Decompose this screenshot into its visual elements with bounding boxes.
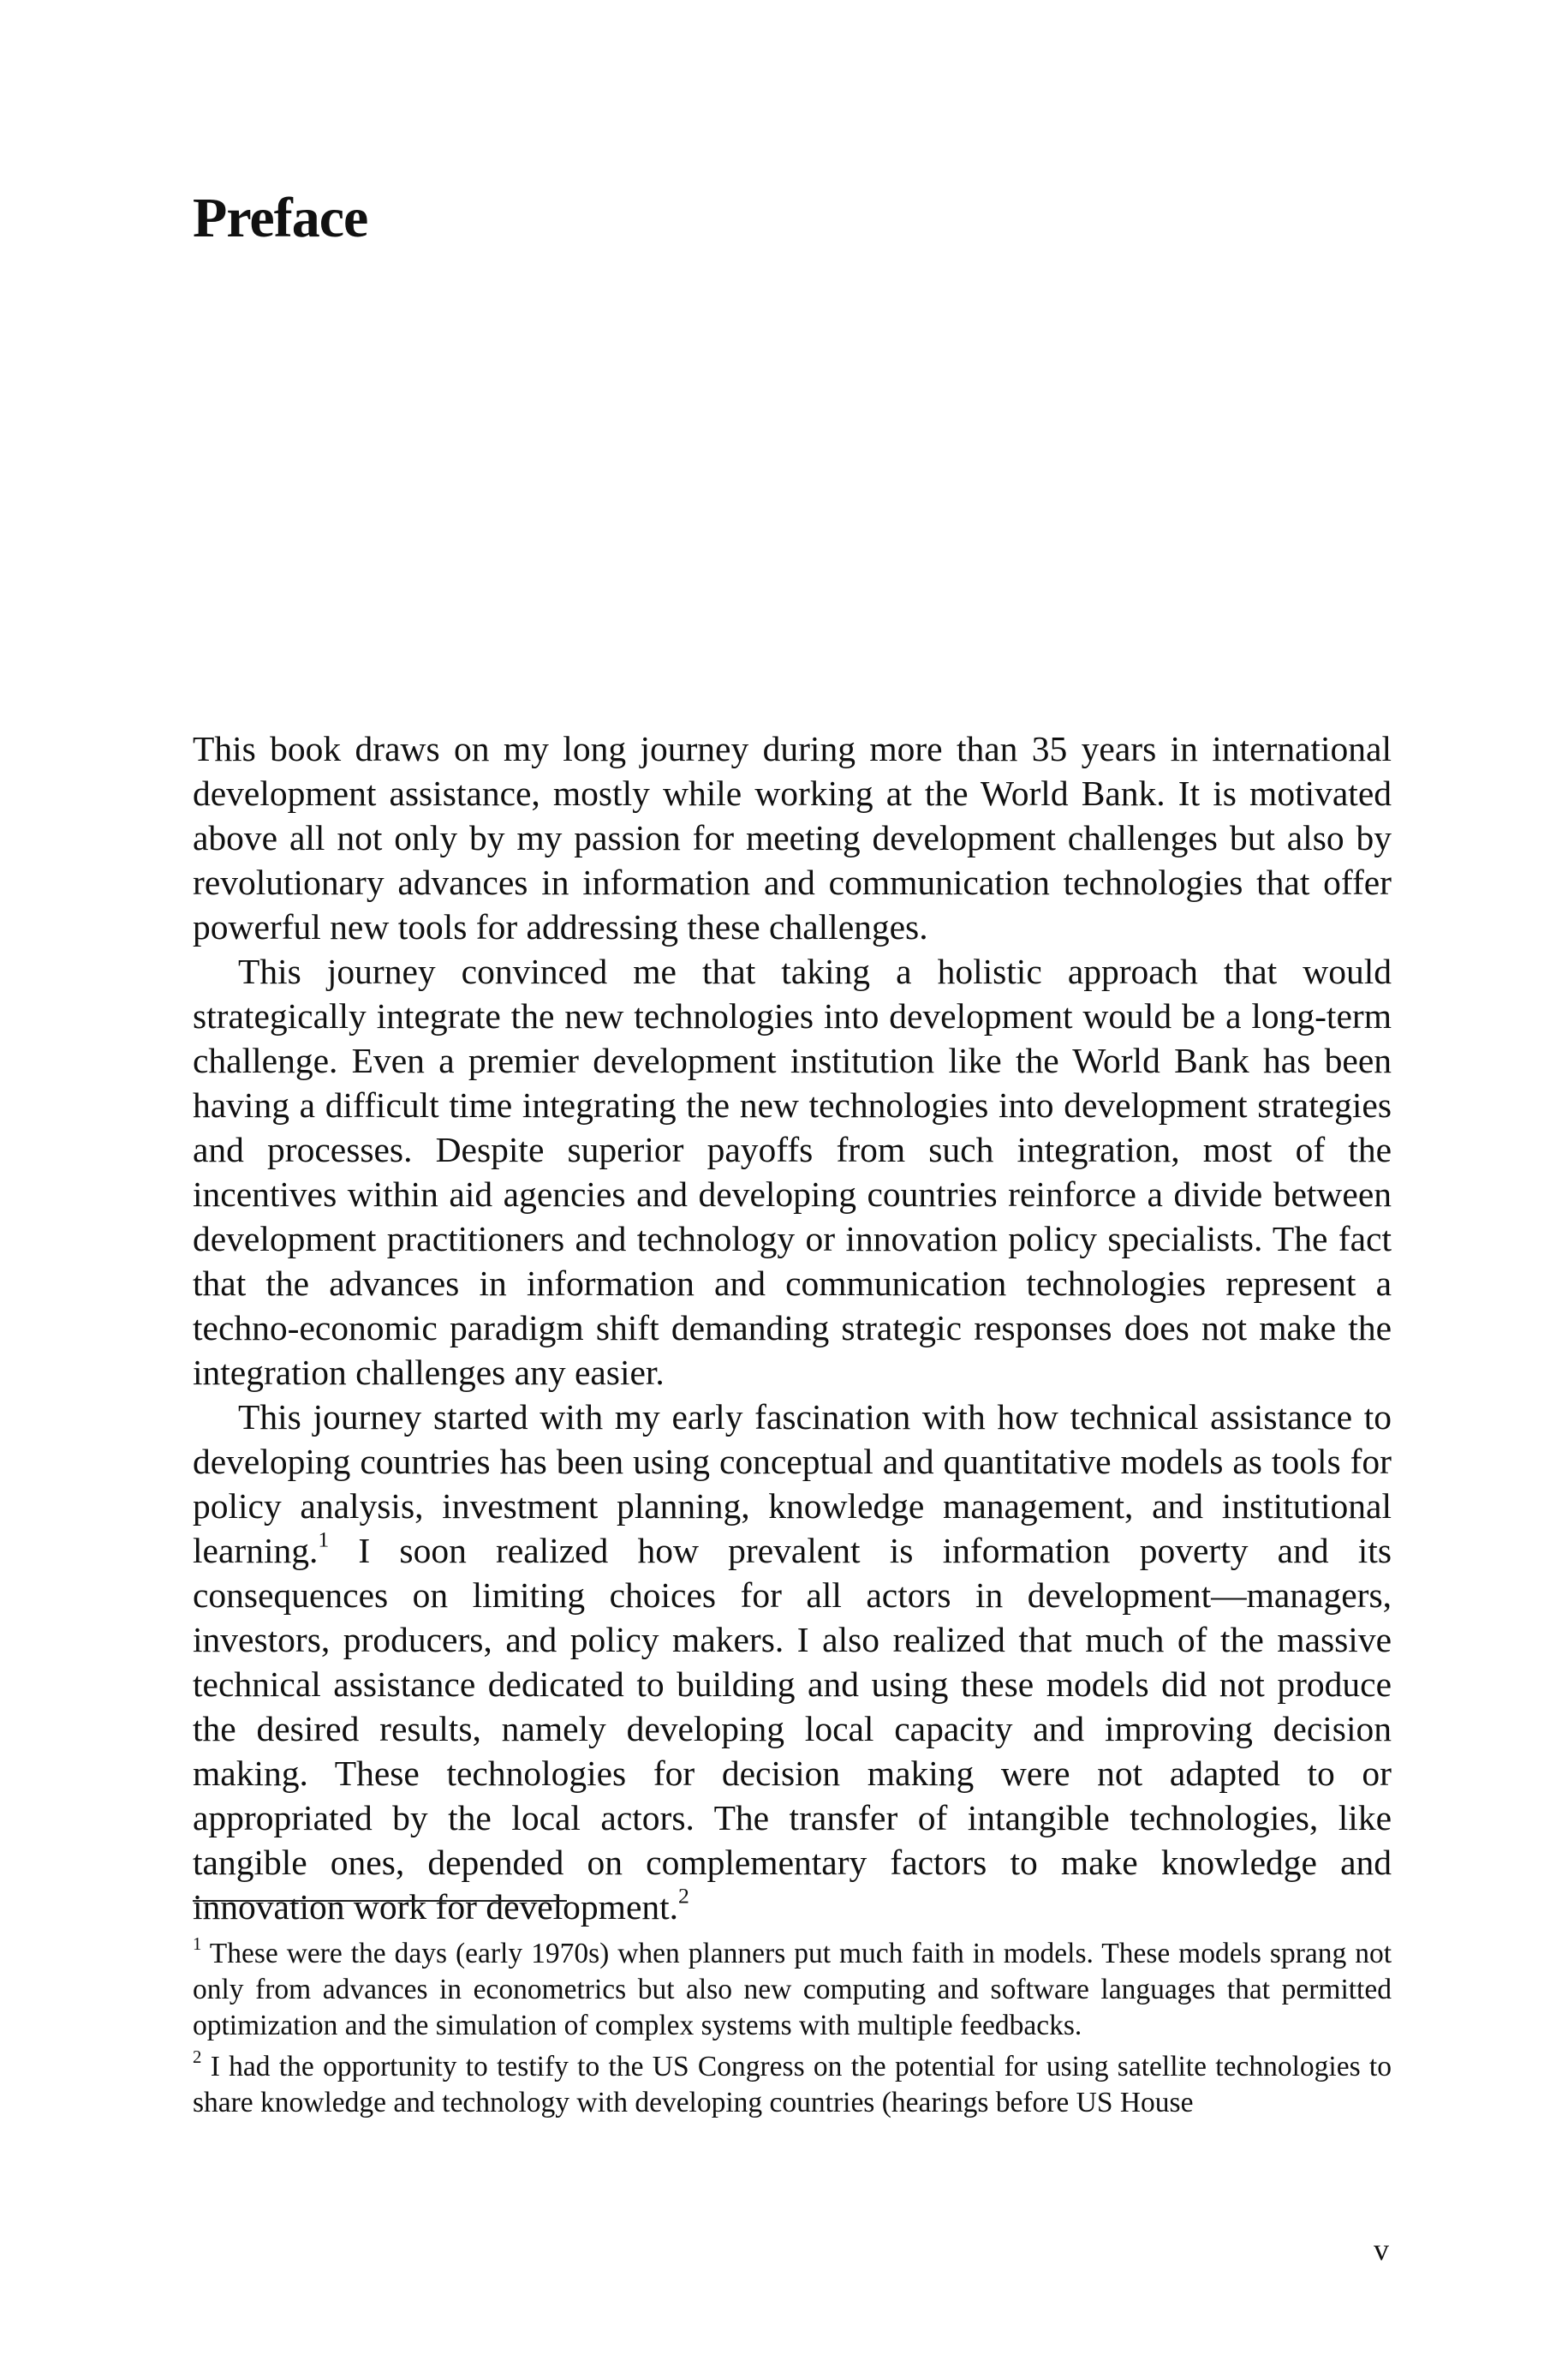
- page-title: Preface: [193, 187, 368, 249]
- page-number: v: [1374, 2232, 1389, 2267]
- paragraph-3-text-b: I soon realized how prevalent is information poverty and its consequences on limiting choices for all actors in development—managers, investors, producers, and policy makers. I also realized that much of the massive technical assistance dedicated to building and using these models did not produce the desired results, namely developing local capacity and improving decision making. These technologies for decision making were not adapted to or appropriated by the local actors. The transfer of intangible technologies, like tangible ones, depended on complementary factors to make knowledge and innovation work for development.: [193, 1531, 1392, 1927]
- paragraph-1: This book draws on my long journey during more than 35 years in international development assistance, mostly while working at the World Bank. It is motivated above all not only by my passion for meeting development challenges but also by revolutionary advances in information and communication technologies that offer powerful new tools for addressing these challenges.: [193, 729, 1392, 947]
- paragraph-3: [193, 1395, 1392, 1929]
- paragraph-2: This journey convinced me that taking a holistic approach that would strategically integrate the new technologies into development would be a long-term challenge. Even a premier development institution like the World Bank has been having a difficult time integrating the new technologies into development strategies and processes. Despite superior payoffs from such integration, most of the incentives within aid agencies and developing countries reinforce a divide between development practitioners and technology or innovation policy specialists. The fact that the advances in information and communication technologies represent a techno-economic paradigm shift demanding strategic responses does not make the integration challenges any easier.: [193, 952, 1392, 1392]
- body-text: [193, 726, 1392, 1929]
- footnote-1: [193, 1936, 1392, 2044]
- footnote-2-text: I had the opportunity to testify to the US Congress on the potential for using satellite technologies to share knowledge and technology with developing countries (hearings before US House: [193, 2051, 1392, 2118]
- footnote-divider: [193, 1900, 567, 1902]
- footnote-1-marker: 1: [193, 1934, 202, 1955]
- footnote-ref-2: 2: [678, 1883, 689, 1909]
- footnotes: [193, 1936, 1392, 2126]
- footnote-2: [193, 2049, 1392, 2121]
- paragraph-3-text-a: This journey started with my early fascination with how technical assistance to developing countries has been using conceptual and quantitative models as tools for policy analysis, investment planning, knowledge management, and institutional learning.: [193, 1397, 1392, 1570]
- footnote-2-marker: 2: [193, 2047, 202, 2068]
- footnote-1-text: These were the days (early 1970s) when planners put much faith in models. These models sprang not only from advances in econometrics but also new computing and software languages that permitted optimization and the simulation of complex systems with multiple feedbacks.: [193, 1938, 1392, 2041]
- footnote-ref-1: 1: [318, 1527, 330, 1552]
